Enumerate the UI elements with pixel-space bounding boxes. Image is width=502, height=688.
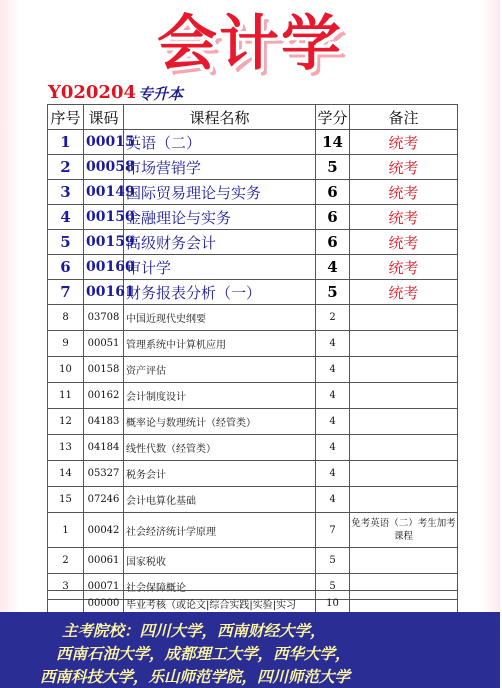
cell-credits: 5 [316,574,350,600]
cell-no: 1 [48,130,84,155]
cell-remark [350,383,458,409]
cell-code: 00015 [84,130,124,155]
table-row [48,409,458,435]
cell-remark: 统考 [350,205,458,230]
header-code: 课码 [84,105,124,130]
table-row [48,280,458,305]
table-row [48,255,458,280]
cell-remark [350,357,458,383]
cell-credits: 10 [316,591,350,617]
cell-credits: 7 [316,513,350,548]
cell-name: 英语（二） [124,130,316,155]
cell-remark [350,409,458,435]
cell-code: 07246 [84,487,124,513]
table-header-row [48,105,458,130]
cell-name: 资产评估 [124,357,316,383]
table-row [48,205,458,230]
page-title: 会计学 [157,9,343,79]
table-row [48,435,458,461]
cell-code: 00071 [84,574,124,600]
cell-name: 市场营销学 [124,155,316,180]
cell-name: 线性代数（经管类） [124,435,316,461]
cell-no: 7 [48,280,84,305]
cell-no: 12 [48,409,84,435]
table-row [48,180,458,205]
course-table [47,104,458,600]
cell-remark: 统考 [350,255,458,280]
table-row [48,513,458,548]
cell-no: 11 [48,383,84,409]
cell-name: 金融理论与实务 [124,205,316,230]
schools-line-2: 西南石油大学，成都理工大学，西华大学， [56,645,351,663]
cell-credits: 5 [316,155,350,180]
cell-credits: 4 [316,435,350,461]
cell-credits: 4 [316,461,350,487]
cell-code: 00051 [84,331,124,357]
schools-banner [0,612,500,688]
header-name: 课程名称 [124,105,316,130]
cell-remark [350,331,458,357]
table-row [48,548,458,574]
table-row [48,331,458,357]
cell-remark [350,548,458,574]
cell-name: 中国近现代史纲要 [124,305,316,331]
cell-remark: 统考 [350,130,458,155]
cell-remark [350,435,458,461]
cell-no: 13 [48,435,84,461]
cell-no: 2 [48,548,84,574]
cell-credits: 4 [316,409,350,435]
cell-no: 6 [48,255,84,280]
cell-name: 社会经济统计学原理 [124,513,316,548]
cell-no: 10 [48,357,84,383]
cell-credits: 14 [316,130,350,155]
cell-name: 高级财务会计 [124,230,316,255]
cell-credits: 4 [316,255,350,280]
cell-remark: 统考 [350,280,458,305]
cell-code: 00161 [84,280,124,305]
cell-name: 国家税收 [124,548,316,574]
cell-credits: 4 [316,357,350,383]
cell-credits: 5 [316,280,350,305]
cell-code: 03708 [84,305,124,331]
cell-name: 概率论与数理统计（经管类） [124,409,316,435]
cell-credits: 4 [316,383,350,409]
cell-code: 00058 [84,155,124,180]
header-no: 序号 [48,105,84,130]
cell-no: 3 [48,180,84,205]
cell-code: 00162 [84,383,124,409]
program-level: 专升本 [138,85,184,103]
schools-line-3: 西南科技大学，乐山师范学院，四川师范大学 [40,668,351,686]
cell-code: 00160 [84,255,124,280]
cell-remark [350,487,458,513]
cell-credits: 6 [316,205,350,230]
cell-no: 15 [48,487,84,513]
cell-name: 社会保障概论 [124,574,316,600]
table-row [48,305,458,331]
cell-no: 3 [48,574,84,600]
cell-code: 00000 [84,591,124,617]
cell-name: 会计电算化基础 [124,487,316,513]
cell-credits: 6 [316,230,350,255]
cell-code: 00159 [84,230,124,255]
cell-no: 4 [48,205,84,230]
cell-remark: 免考英语（二）考生加考课程 [350,513,458,548]
table-row [48,487,458,513]
cell-code: 00150 [84,205,124,230]
cell-no: 9 [48,331,84,357]
table-row [48,155,458,180]
header-credits: 学分 [316,105,350,130]
table-row [48,461,458,487]
cell-remark: 统考 [350,180,458,205]
cell-credits: 4 [316,331,350,357]
table-row [48,357,458,383]
cell-no: 2 [48,155,84,180]
cell-remark: 统考 [350,230,458,255]
cell-code: 04183 [84,409,124,435]
cell-name: 国际贸易理论与实务 [124,180,316,205]
cell-credits: 5 [316,548,350,574]
cell-code: 00158 [84,357,124,383]
schools-line-1: 主考院校：四川大学，西南财经大学， [62,622,326,640]
cell-name: 毕业考核（或论文|综合实践|实验|实习 [124,591,316,617]
cell-no: 5 [48,230,84,255]
table-row [48,130,458,155]
cell-credits: 2 [316,305,350,331]
cell-remark: 统考 [350,155,458,180]
partial-row-cut [47,590,457,612]
cell-remark [350,305,458,331]
header-remark: 备注 [350,105,458,130]
cell-remark [350,461,458,487]
cell-code: 00149 [84,180,124,205]
table-row [48,230,458,255]
cell-code: 00061 [84,548,124,574]
cell-code: 00042 [84,513,124,548]
cell-name: 会计制度设计 [124,383,316,409]
cell-code: 05327 [84,461,124,487]
cell-name: 管理系统中计算机应用 [124,331,316,357]
cell-no: 8 [48,305,84,331]
cell-no: 14 [48,461,84,487]
cell-credits: 4 [316,487,350,513]
cell-name: 财务报表分析（一） [124,280,316,305]
cell-name: 审计学 [124,255,316,280]
cell-name: 税务会计 [124,461,316,487]
program-code: Y020204 [48,82,136,103]
cell-credits: 6 [316,180,350,205]
cell-code: 04184 [84,435,124,461]
table-row [48,383,458,409]
cell-no: 1 [48,513,84,548]
